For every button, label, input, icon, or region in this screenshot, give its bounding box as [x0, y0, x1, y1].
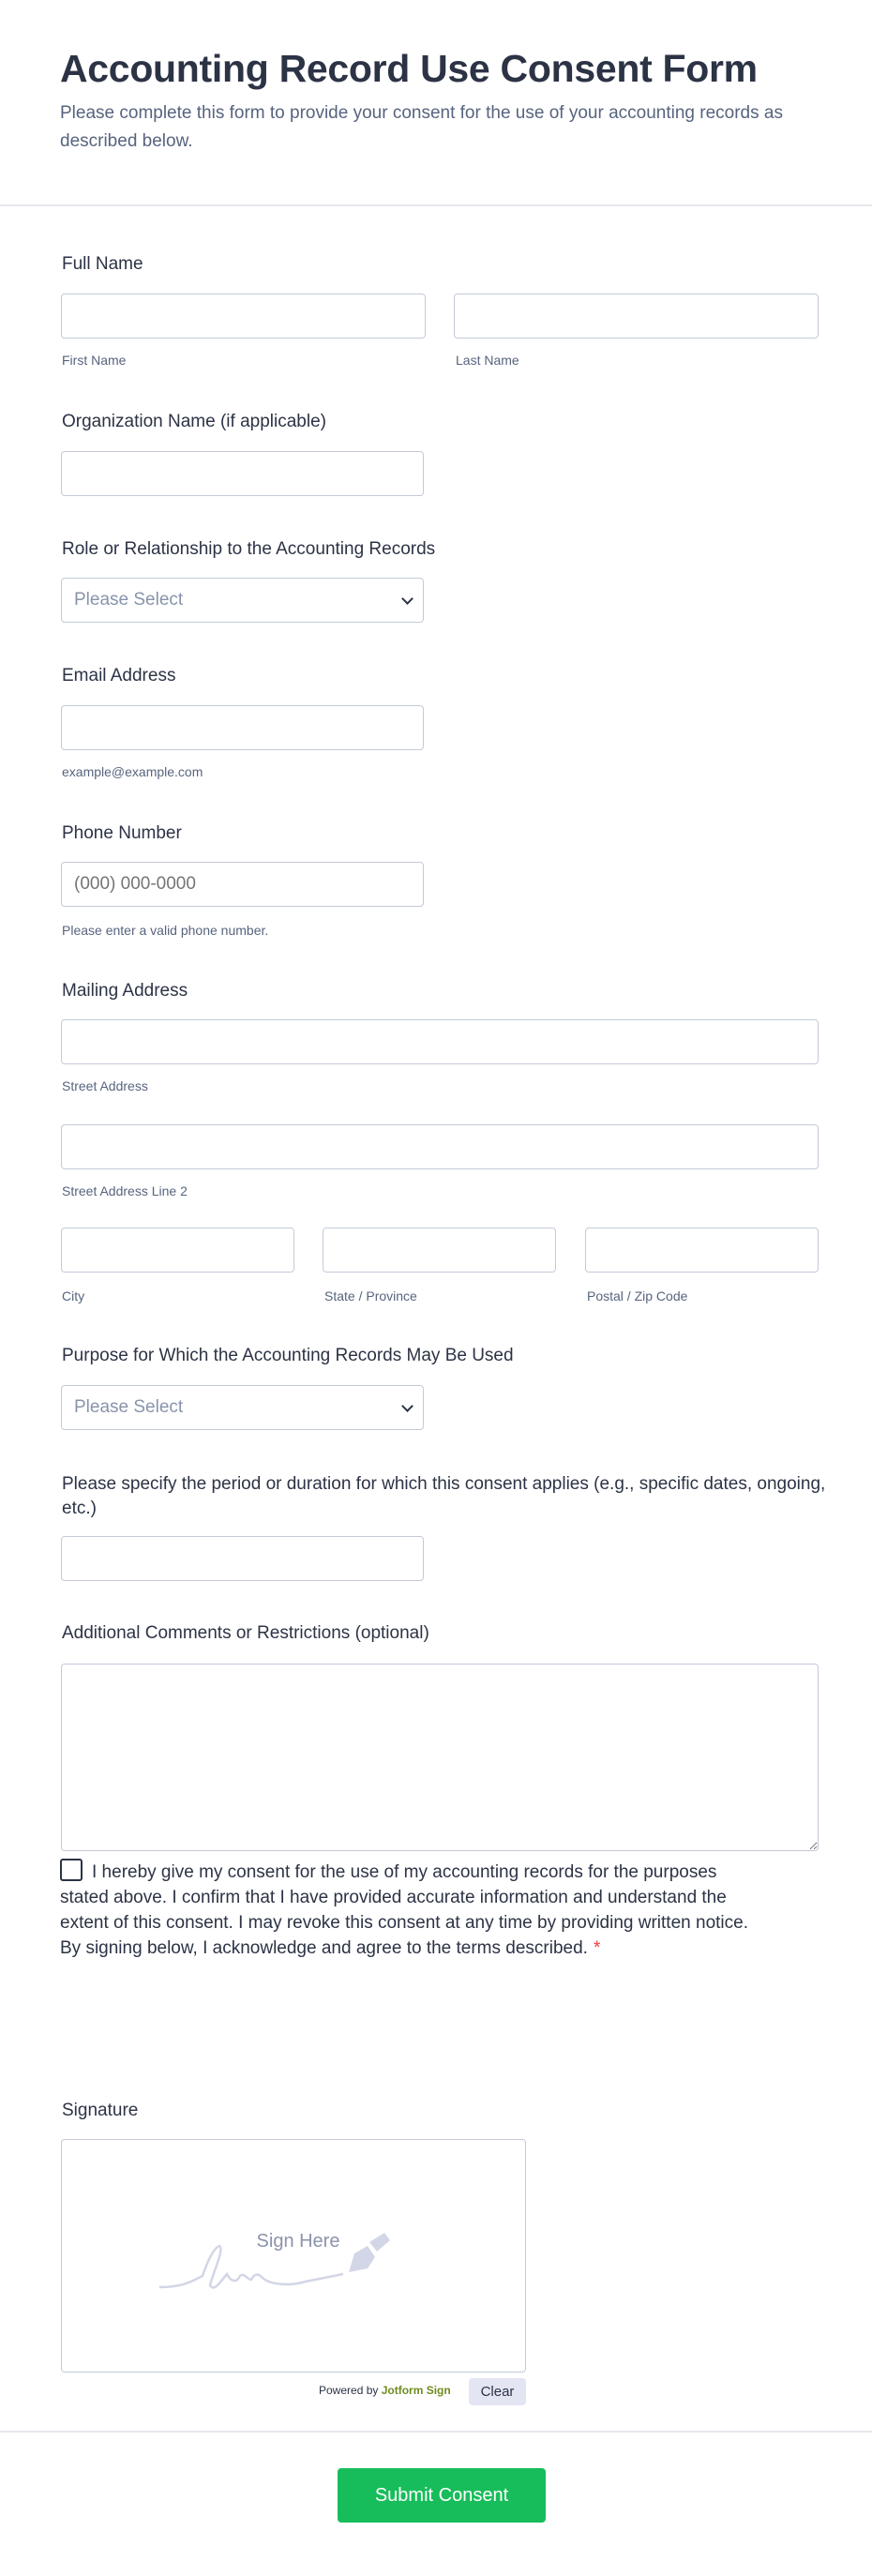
first-name-sublabel: First Name: [62, 353, 127, 368]
organization-label: Organization Name (if applicable): [62, 412, 326, 431]
city-input[interactable]: [61, 1228, 294, 1273]
footer-divider: [0, 2431, 872, 2433]
street-sublabel: Street Address: [62, 1078, 148, 1093]
last-name-sublabel: Last Name: [456, 353, 519, 368]
powered-by: [319, 2384, 451, 2397]
email-input[interactable]: [61, 705, 424, 750]
jotform-sign-brand: Jotform Sign: [381, 2384, 451, 2397]
email-label: Email Address: [62, 666, 176, 685]
comments-label: Additional Comments or Restrictions (optional): [62, 1623, 429, 1643]
state-sublabel: State / Province: [324, 1288, 417, 1303]
last-name-input[interactable]: [454, 294, 819, 339]
purpose-select-value: Please Select: [74, 1397, 184, 1417]
sign-here-placeholder: Sign Here: [256, 2231, 340, 2252]
powered-by-text: Powered by: [319, 2384, 379, 2397]
street2-sublabel: Street Address Line 2: [62, 1183, 188, 1198]
chevron-down-icon: [401, 593, 413, 605]
role-select-value: Please Select: [74, 590, 184, 610]
comments-textarea[interactable]: [61, 1664, 819, 1851]
required-asterisk: *: [593, 1938, 601, 1958]
page-subtitle: Please complete this form to provide your consent for the use of your accounting records as described below.: [60, 103, 783, 151]
full-name-label: Full Name: [62, 254, 143, 274]
street-input[interactable]: [61, 1019, 819, 1064]
email-sublabel: example@example.com: [62, 764, 203, 779]
clear-signature-button[interactable]: Clear: [469, 2378, 526, 2405]
header-divider: [0, 204, 872, 206]
zip-sublabel: Postal / Zip Code: [587, 1288, 688, 1303]
page-title: Accounting Record Use Consent Form: [60, 47, 758, 90]
period-input[interactable]: [61, 1536, 424, 1581]
signature-scribble-icon: [156, 2229, 437, 2295]
purpose-label: Purpose for Which the Accounting Records May Be Used: [62, 1346, 514, 1365]
state-input[interactable]: [323, 1228, 556, 1273]
role-select[interactable]: [61, 578, 424, 623]
period-label: Please specify the period or duration for which this consent applies (e.g., specific dates, ongoing, etc.): [62, 1474, 826, 1518]
consent-text-block: [60, 1859, 754, 1961]
purpose-select[interactable]: [61, 1385, 424, 1430]
signature-pad[interactable]: [61, 2139, 526, 2373]
signature-label: Signature: [62, 2101, 139, 2120]
zip-input[interactable]: [585, 1228, 819, 1273]
city-sublabel: City: [62, 1288, 85, 1303]
phone-sublabel: Please enter a valid phone number.: [62, 923, 269, 938]
street2-input[interactable]: [61, 1124, 819, 1169]
role-label: Role or Relationship to the Accounting Records: [62, 539, 436, 559]
address-label: Mailing Address: [62, 981, 188, 1001]
consent-text: I hereby give my consent for the use of my accounting records for the purposes stated above. I confirm that I have provided accurate information and understand the extent of this consent. I may revoke this consent at any time by providing written notice. By signing below, I acknowledge and agree to the terms described.: [60, 1862, 748, 1958]
first-name-input[interactable]: [61, 294, 426, 339]
chevron-down-icon: [401, 1400, 413, 1412]
phone-input[interactable]: [61, 862, 424, 907]
phone-label: Phone Number: [62, 823, 182, 843]
submit-button[interactable]: Submit Consent: [338, 2468, 546, 2523]
organization-input[interactable]: [61, 451, 424, 496]
consent-checkbox[interactable]: [60, 1859, 83, 1881]
